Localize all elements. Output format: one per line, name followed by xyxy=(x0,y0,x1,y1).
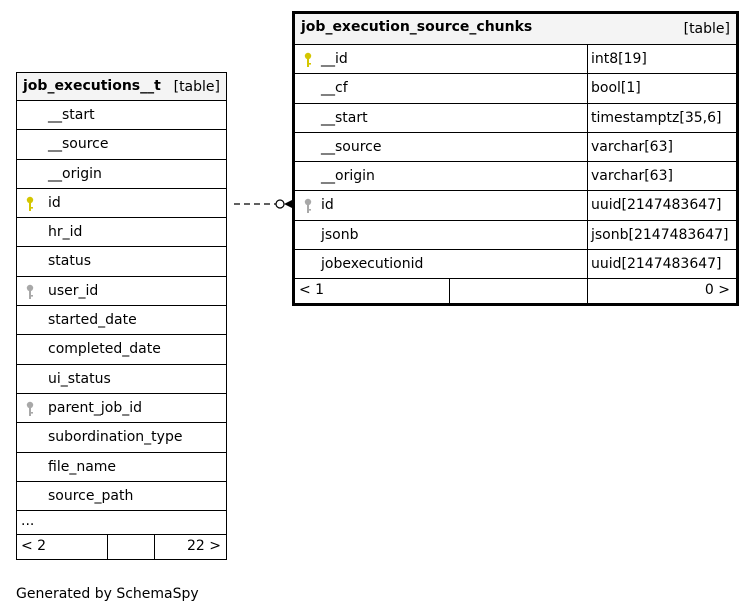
table-kind: [table] xyxy=(173,79,220,95)
foreign-key-icon xyxy=(303,198,313,214)
table-footer xyxy=(17,535,226,559)
column-type: uuid[2147483647] xyxy=(591,256,722,273)
column-row[interactable] xyxy=(17,160,226,189)
column-name: jsonb xyxy=(321,226,359,243)
column-type: uuid[2147483647] xyxy=(591,197,722,214)
column-name: started_date xyxy=(48,312,137,329)
column-type-cell xyxy=(587,191,736,219)
column-row[interactable] xyxy=(295,162,736,191)
column-row[interactable] xyxy=(17,130,226,159)
optional-circle xyxy=(276,200,284,208)
column-row[interactable] xyxy=(17,423,226,452)
table-kind: [table] xyxy=(683,21,730,37)
column-name: __origin xyxy=(321,168,375,185)
column-row[interactable] xyxy=(17,335,226,364)
column-name: id xyxy=(321,197,334,214)
column-name: hr_id xyxy=(48,224,83,241)
column-type-cell xyxy=(587,74,736,102)
column-name: user_id xyxy=(48,282,99,299)
parents-count[interactable]: < 2 xyxy=(21,538,47,555)
footer-middle-cell xyxy=(107,535,154,559)
column-type: varchar[63] xyxy=(591,168,673,185)
column-name: completed_date xyxy=(48,341,161,358)
column-row[interactable] xyxy=(17,365,226,394)
table-header xyxy=(295,14,736,45)
column-row[interactable] xyxy=(17,306,226,335)
primary-key-icon xyxy=(303,52,313,68)
foreign-key-icon xyxy=(25,401,35,417)
column-row[interactable] xyxy=(295,191,736,220)
column-row[interactable] xyxy=(17,277,226,306)
column-name: source_path xyxy=(48,487,134,504)
footer-middle-cell xyxy=(449,279,587,303)
column-name: jobexecutionid xyxy=(321,256,424,273)
table-job-execution-source-chunks[interactable] xyxy=(292,11,739,306)
column-row[interactable] xyxy=(295,45,736,74)
column-row[interactable] xyxy=(17,394,226,423)
table-header xyxy=(17,73,226,101)
column-row[interactable] xyxy=(17,453,226,482)
column-name: file_name xyxy=(48,458,117,475)
column-name: __cf xyxy=(321,80,348,97)
column-type-cell xyxy=(587,133,736,161)
column-name: status xyxy=(48,253,92,270)
column-type-cell xyxy=(587,45,736,73)
column-name: __start xyxy=(48,107,95,123)
column-row[interactable] xyxy=(17,247,226,276)
column-row[interactable] xyxy=(17,189,226,218)
parents-count[interactable]: < 1 xyxy=(299,282,325,299)
column-type-cell xyxy=(587,221,736,249)
column-row[interactable] xyxy=(295,221,736,250)
more-columns-indicator: ... xyxy=(17,511,226,535)
column-type-cell xyxy=(587,250,736,278)
column-name: id xyxy=(48,194,61,211)
column-type: int8[19] xyxy=(591,51,647,67)
primary-key-icon xyxy=(25,196,35,212)
column-type: varchar[63] xyxy=(591,138,673,155)
column-type: bool[1] xyxy=(591,80,641,97)
table-job-executions-t[interactable] xyxy=(16,72,227,560)
column-name: __start xyxy=(321,109,368,126)
column-type: jsonb[2147483647] xyxy=(591,226,729,243)
table-name: job_execution_source_chunks xyxy=(301,19,533,35)
column-row[interactable] xyxy=(17,101,226,130)
column-name: __source xyxy=(48,136,109,153)
table-name: job_executions__t xyxy=(23,78,161,94)
column-name: subordination_type xyxy=(48,429,183,446)
column-name: parent_job_id xyxy=(48,399,143,416)
children-count[interactable]: 22 > xyxy=(187,538,221,555)
column-row[interactable] xyxy=(295,250,736,279)
column-row[interactable] xyxy=(17,482,226,511)
column-name: __source xyxy=(321,138,382,155)
column-name: __origin xyxy=(48,165,102,182)
table-footer xyxy=(295,279,736,303)
column-name: ui_status xyxy=(48,370,111,387)
column-type-cell xyxy=(587,104,736,132)
column-row[interactable] xyxy=(295,133,736,162)
column-row[interactable] xyxy=(295,74,736,103)
column-type: timestamptz[35,6] xyxy=(591,109,722,126)
column-row[interactable] xyxy=(295,104,736,133)
children-count[interactable]: 0 > xyxy=(704,282,730,299)
generated-by-credit: Generated by SchemaSpy xyxy=(16,586,199,602)
column-type-cell xyxy=(587,162,736,190)
foreign-key-icon xyxy=(25,284,35,300)
column-row[interactable] xyxy=(17,218,226,247)
column-name: __id xyxy=(321,51,348,67)
